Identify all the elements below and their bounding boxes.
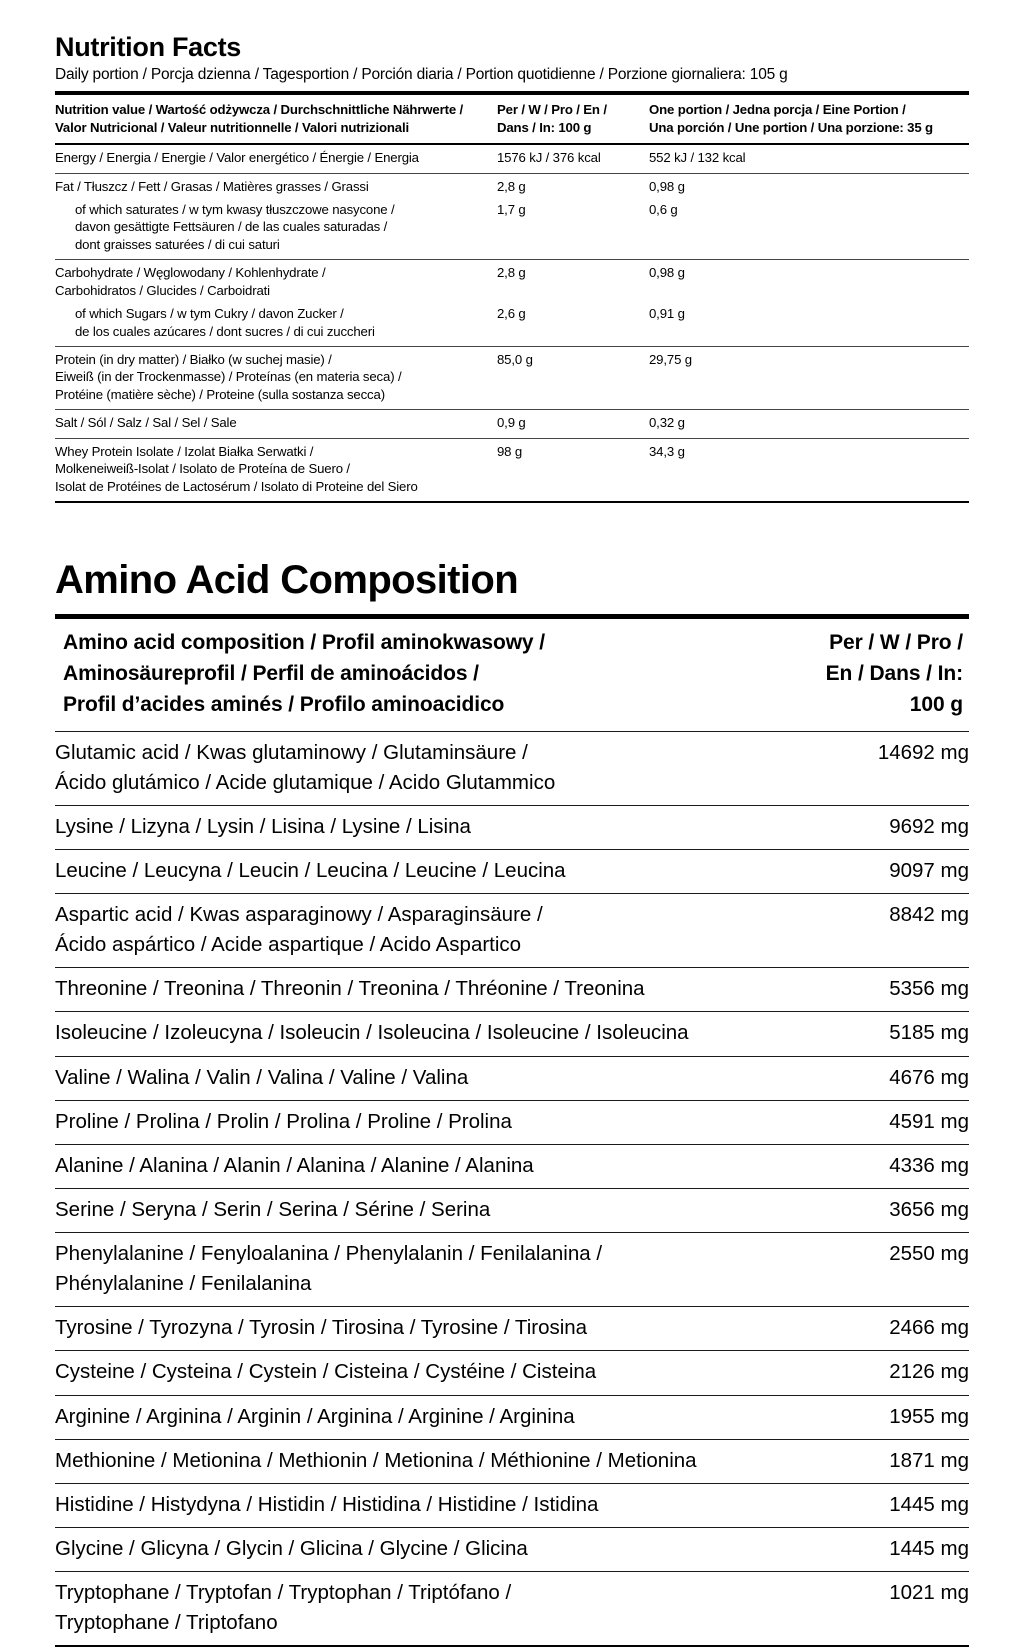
row-value-per-100g: 2,8 g: [497, 265, 526, 281]
amino-acid-value: 4591 mg: [889, 1109, 969, 1133]
amino-acid-label: [55, 849, 799, 893]
amino-label-line: Leucine / Leucyna / Leucin / Leucina / Leucine / Leucina: [55, 858, 566, 882]
amino-label-line: Valine / Walina / Valin / Valina / Valine / Valina: [55, 1065, 469, 1089]
row-value-per-100g: 85,0 g: [497, 352, 533, 368]
table-row: [55, 894, 969, 968]
amino-acid-value: 3656 mg: [889, 1197, 969, 1221]
amino-acid-label: [55, 805, 799, 849]
amino-acid-label: [55, 1351, 799, 1395]
nutrition-table-header: [55, 93, 969, 144]
column-header-amino-acid: [55, 616, 799, 731]
col-portion-line2: Una porción / Une portion / Una porzione: 35 g: [649, 119, 933, 135]
table-row: [55, 1483, 969, 1527]
page-title: Nutrition Facts: [55, 32, 242, 62]
col-value-line3: 100 g: [909, 692, 963, 716]
row-label: [55, 173, 497, 201]
amino-acid-value: 9692 mg: [889, 814, 969, 838]
amino-label-line: Methionine / Metionina / Methionin / Metionina / Méthionine / Metionina: [55, 1448, 697, 1472]
row-label: [55, 347, 497, 410]
amino-acid-label: [55, 1439, 799, 1483]
subrow-value-per-100g: 1,7 g: [497, 202, 526, 218]
row-value-per-100g: 98 g: [497, 443, 523, 459]
amino-acid-label: [55, 1188, 799, 1232]
amino-label-line: Tyrosine / Tyrozyna / Tyrosin / Tirosina / Tyrosine / Tirosina: [55, 1316, 588, 1340]
table-row: [55, 438, 969, 502]
column-header-one-portion: [649, 93, 969, 144]
amino-acid-value: 1021 mg: [889, 1581, 969, 1605]
row-value-per-100g: 1576 kJ / 376 kcal: [497, 150, 601, 166]
col-name-line1: Nutrition value / Wartość odżywcza / Durchschnittliche Nährwerte /: [55, 102, 464, 118]
amino-label-line: Arginine / Arginina / Arginin / Arginina / Arginine / Arginina: [55, 1404, 575, 1428]
row-label-line: Isolat de Protéines de Lactosérum / Isolato di Proteine del Siero: [55, 478, 418, 494]
amino-acid-value: 5356 mg: [889, 977, 969, 1001]
amino-acid-label: [55, 1144, 799, 1188]
amino-acid-value: 1871 mg: [889, 1448, 969, 1472]
table-row: [55, 1572, 969, 1647]
row-label-line: Salt / Sól / Salz / Sal / Sel / Sale: [55, 415, 237, 431]
table-row: [55, 1233, 969, 1307]
row-label: [55, 260, 497, 305]
amino-table-body: [55, 731, 969, 1647]
daily-portion-subtitle: Daily portion / Porcja dzienna / Tagesportion / Porción diaria / Portion quotidienne / Porzione giornaliera: 105 g: [55, 66, 788, 84]
row-value-portion: 0,32 g: [649, 415, 685, 431]
amino-acid-value: 1445 mg: [889, 1492, 969, 1516]
table-row: [55, 1439, 969, 1483]
row-label-line: Molkeneiweiß-Isolat / Isolato de Proteína de Suero /: [55, 461, 350, 477]
amino-acid-label: [55, 731, 799, 805]
amino-label-line: Ácido glutámico / Acide glutamique / Acido Glutammico: [55, 770, 556, 794]
amino-acid-value: 1445 mg: [889, 1536, 969, 1560]
amino-acid-label: [55, 1527, 799, 1571]
row-label-line: Whey Protein Isolate / Izolat Białka Serwatki /: [55, 443, 314, 459]
amino-acid-value: 8842 mg: [889, 903, 969, 927]
column-header-nutrition-value: [55, 93, 497, 144]
amino-acid-label: [55, 1056, 799, 1100]
amino-label-line: Alanine / Alanina / Alanin / Alanina / Alanine / Alanina: [55, 1153, 534, 1177]
amino-acid-value: 4336 mg: [889, 1153, 969, 1177]
amino-acid-value: 1955 mg: [889, 1404, 969, 1428]
amino-label-line: Lysine / Lizyna / Lysin / Lisina / Lysine / Lisina: [55, 814, 471, 838]
row-label-line: Carbohidratos / Glucides / Carboidrati: [55, 282, 270, 298]
amino-label-line: Tryptophane / Triptofano: [55, 1611, 278, 1635]
table-row: [55, 805, 969, 849]
amino-acid-label: [55, 1572, 799, 1647]
amino-acid-label: [55, 1395, 799, 1439]
table-row: [55, 1527, 969, 1571]
amino-acid-value: 4676 mg: [889, 1065, 969, 1089]
table-header-row: [55, 93, 969, 144]
table-header-row: [55, 616, 969, 731]
nutrition-facts-section: [55, 0, 969, 503]
subrow-value-portion: 0,91 g: [649, 306, 685, 322]
amino-acid-label: [55, 1483, 799, 1527]
col-value-line2: En / Dans / In:: [825, 661, 963, 685]
amino-label-line: Ácido aspártico / Acide aspartique / Acido Aspartico: [55, 933, 522, 957]
amino-acid-value: 14692 mg: [877, 740, 969, 764]
subrow-label-line: dont graisses saturées / di cui saturi: [75, 236, 280, 252]
subrow-label: [55, 305, 497, 346]
row-value-portion: 552 kJ / 132 kcal: [649, 150, 746, 166]
col-per100-line1: Per / W / Pro / En /: [497, 102, 607, 118]
amino-acid-value: 2550 mg: [889, 1242, 969, 1266]
table-subrow: [55, 201, 969, 260]
row-label-line: Fat / Tłuszcz / Fett / Grasas / Matières grasses / Grassi: [55, 178, 369, 194]
table-row: [55, 1100, 969, 1144]
table-row: [55, 1307, 969, 1351]
table-row: [55, 1395, 969, 1439]
col-name-line1: Amino acid composition / Profil aminokwasowy /: [63, 630, 545, 654]
row-value-portion: 0,98 g: [649, 265, 685, 281]
amino-acid-label: [55, 1012, 799, 1056]
amino-acid-label: [55, 1100, 799, 1144]
col-name-line2: Valor Nutricional / Valeur nutritionnelle / Valori nutrizionali: [55, 119, 410, 135]
row-value-portion: 34,3 g: [649, 443, 685, 459]
amino-label-line: Isoleucine / Izoleucyna / Isoleucin / Isoleucina / Isoleucine / Isoleucina: [55, 1021, 689, 1045]
row-label: [55, 410, 497, 438]
column-header-per-100g: [497, 93, 649, 144]
row-label-line: Carbohydrate / Węglowodany / Kohlenhydrate /: [55, 265, 326, 281]
amino-label-line: Aspartic acid / Kwas asparaginowy / Asparaginsäure /: [55, 903, 543, 927]
row-label-line: Eiweiß (in der Trockenmasse) / Proteínas (en materia seca) /: [55, 369, 402, 385]
table-row: [55, 1144, 969, 1188]
table-row: [55, 968, 969, 1012]
row-label-line: Protein (in dry matter) / Białko (w suchej masie) /: [55, 352, 332, 368]
table-row: [55, 347, 969, 410]
table-row: [55, 410, 969, 438]
table-row: [55, 144, 969, 173]
amino-label-line: Cysteine / Cysteina / Cystein / Cisteina / Cystéine / Cisteina: [55, 1360, 597, 1384]
col-per100-line2: Dans / In: 100 g: [497, 119, 592, 135]
table-row: [55, 260, 969, 305]
amino-table-header: [55, 616, 969, 731]
amino-label-line: Glycine / Glicyna / Glycin / Glicina / Glycine / Glicina: [55, 1536, 528, 1560]
amino-acid-value: 5185 mg: [889, 1021, 969, 1045]
table-row: [55, 173, 969, 201]
amino-acid-label: [55, 1307, 799, 1351]
subrow-value-per-100g: 2,6 g: [497, 306, 526, 322]
amino-label-line: Phenylalanine / Fenyloalanina / Phenylalanin / Fenilalanina /: [55, 1242, 603, 1266]
amino-acid-label: [55, 968, 799, 1012]
subrow-value-portion: 0,6 g: [649, 202, 678, 218]
table-row: [55, 1351, 969, 1395]
amino-acid-section: [55, 559, 969, 1647]
column-header-per-100g: [799, 616, 969, 731]
amino-label-line: Histidine / Histydyna / Histidin / Histidina / Histidine / Istidina: [55, 1492, 599, 1516]
row-label: [55, 438, 497, 502]
amino-label-line: Glutamic acid / Kwas glutaminowy / Glutaminsäure /: [55, 740, 528, 764]
row-value-portion: 0,98 g: [649, 178, 685, 194]
subrow-label-line: de los cuales azúcares / dont sucres / di cui zuccheri: [75, 323, 375, 339]
amino-acid-value: 2126 mg: [889, 1360, 969, 1384]
col-name-line3: Profil d’acides aminés / Profilo aminoacidico: [63, 692, 505, 716]
amino-label-line: Phénylalanine / Fenilalanina: [55, 1272, 312, 1296]
table-bottom-rule: [55, 502, 969, 503]
table-row: [55, 1188, 969, 1232]
row-label-line: Protéine (matière sèche) / Proteine (sulla sostanza secca): [55, 386, 385, 402]
col-value-line1: Per / W / Pro /: [829, 630, 963, 654]
col-portion-line1: One portion / Jedna porcja / Eine Portion /: [649, 102, 906, 118]
amino-acid-value: 2466 mg: [889, 1316, 969, 1340]
row-label: [55, 144, 497, 173]
row-label-line: Energy / Energia / Energie / Valor energético / Énergie / Energia: [55, 150, 419, 166]
subrow-label-line: of which Sugars / w tym Cukry / davon Zucker /: [75, 306, 344, 322]
amino-acid-table: [55, 614, 969, 1647]
table-row: [55, 1056, 969, 1100]
table-row: [55, 731, 969, 805]
row-value-portion: 29,75 g: [649, 352, 692, 368]
section-title: Amino Acid Composition: [55, 557, 519, 602]
row-value-per-100g: 0,9 g: [497, 415, 526, 431]
amino-label-line: Serine / Seryna / Serin / Serina / Sérine / Serina: [55, 1197, 491, 1221]
subrow-label-line: davon gesättigte Fettsäuren / de las cuales saturadas /: [75, 219, 388, 235]
nutrition-table-body: [55, 144, 969, 503]
nutrition-facts-table: [55, 91, 969, 503]
amino-acid-label: [55, 894, 799, 968]
amino-label-line: Threonine / Treonina / Threonin / Treonina / Thréonine / Treonina: [55, 977, 645, 1001]
amino-acid-value: 9097 mg: [889, 858, 969, 882]
row-value-per-100g: 2,8 g: [497, 178, 526, 194]
subrow-label-line: of which saturates / w tym kwasy tłuszczowe nasycone /: [75, 202, 395, 218]
amino-label-line: Tryptophane / Tryptofan / Tryptophan / Triptófano /: [55, 1581, 512, 1605]
amino-label-line: Proline / Prolina / Prolin / Prolina / Proline / Prolina: [55, 1109, 512, 1133]
amino-acid-label: [55, 1233, 799, 1307]
bottom-rule-cell: [55, 502, 969, 503]
table-subrow: [55, 305, 969, 346]
table-row: [55, 849, 969, 893]
subrow-label: [55, 201, 497, 260]
col-name-line2: Aminosäureprofil / Perfil de aminoácidos /: [63, 661, 479, 685]
table-row: [55, 1012, 969, 1056]
